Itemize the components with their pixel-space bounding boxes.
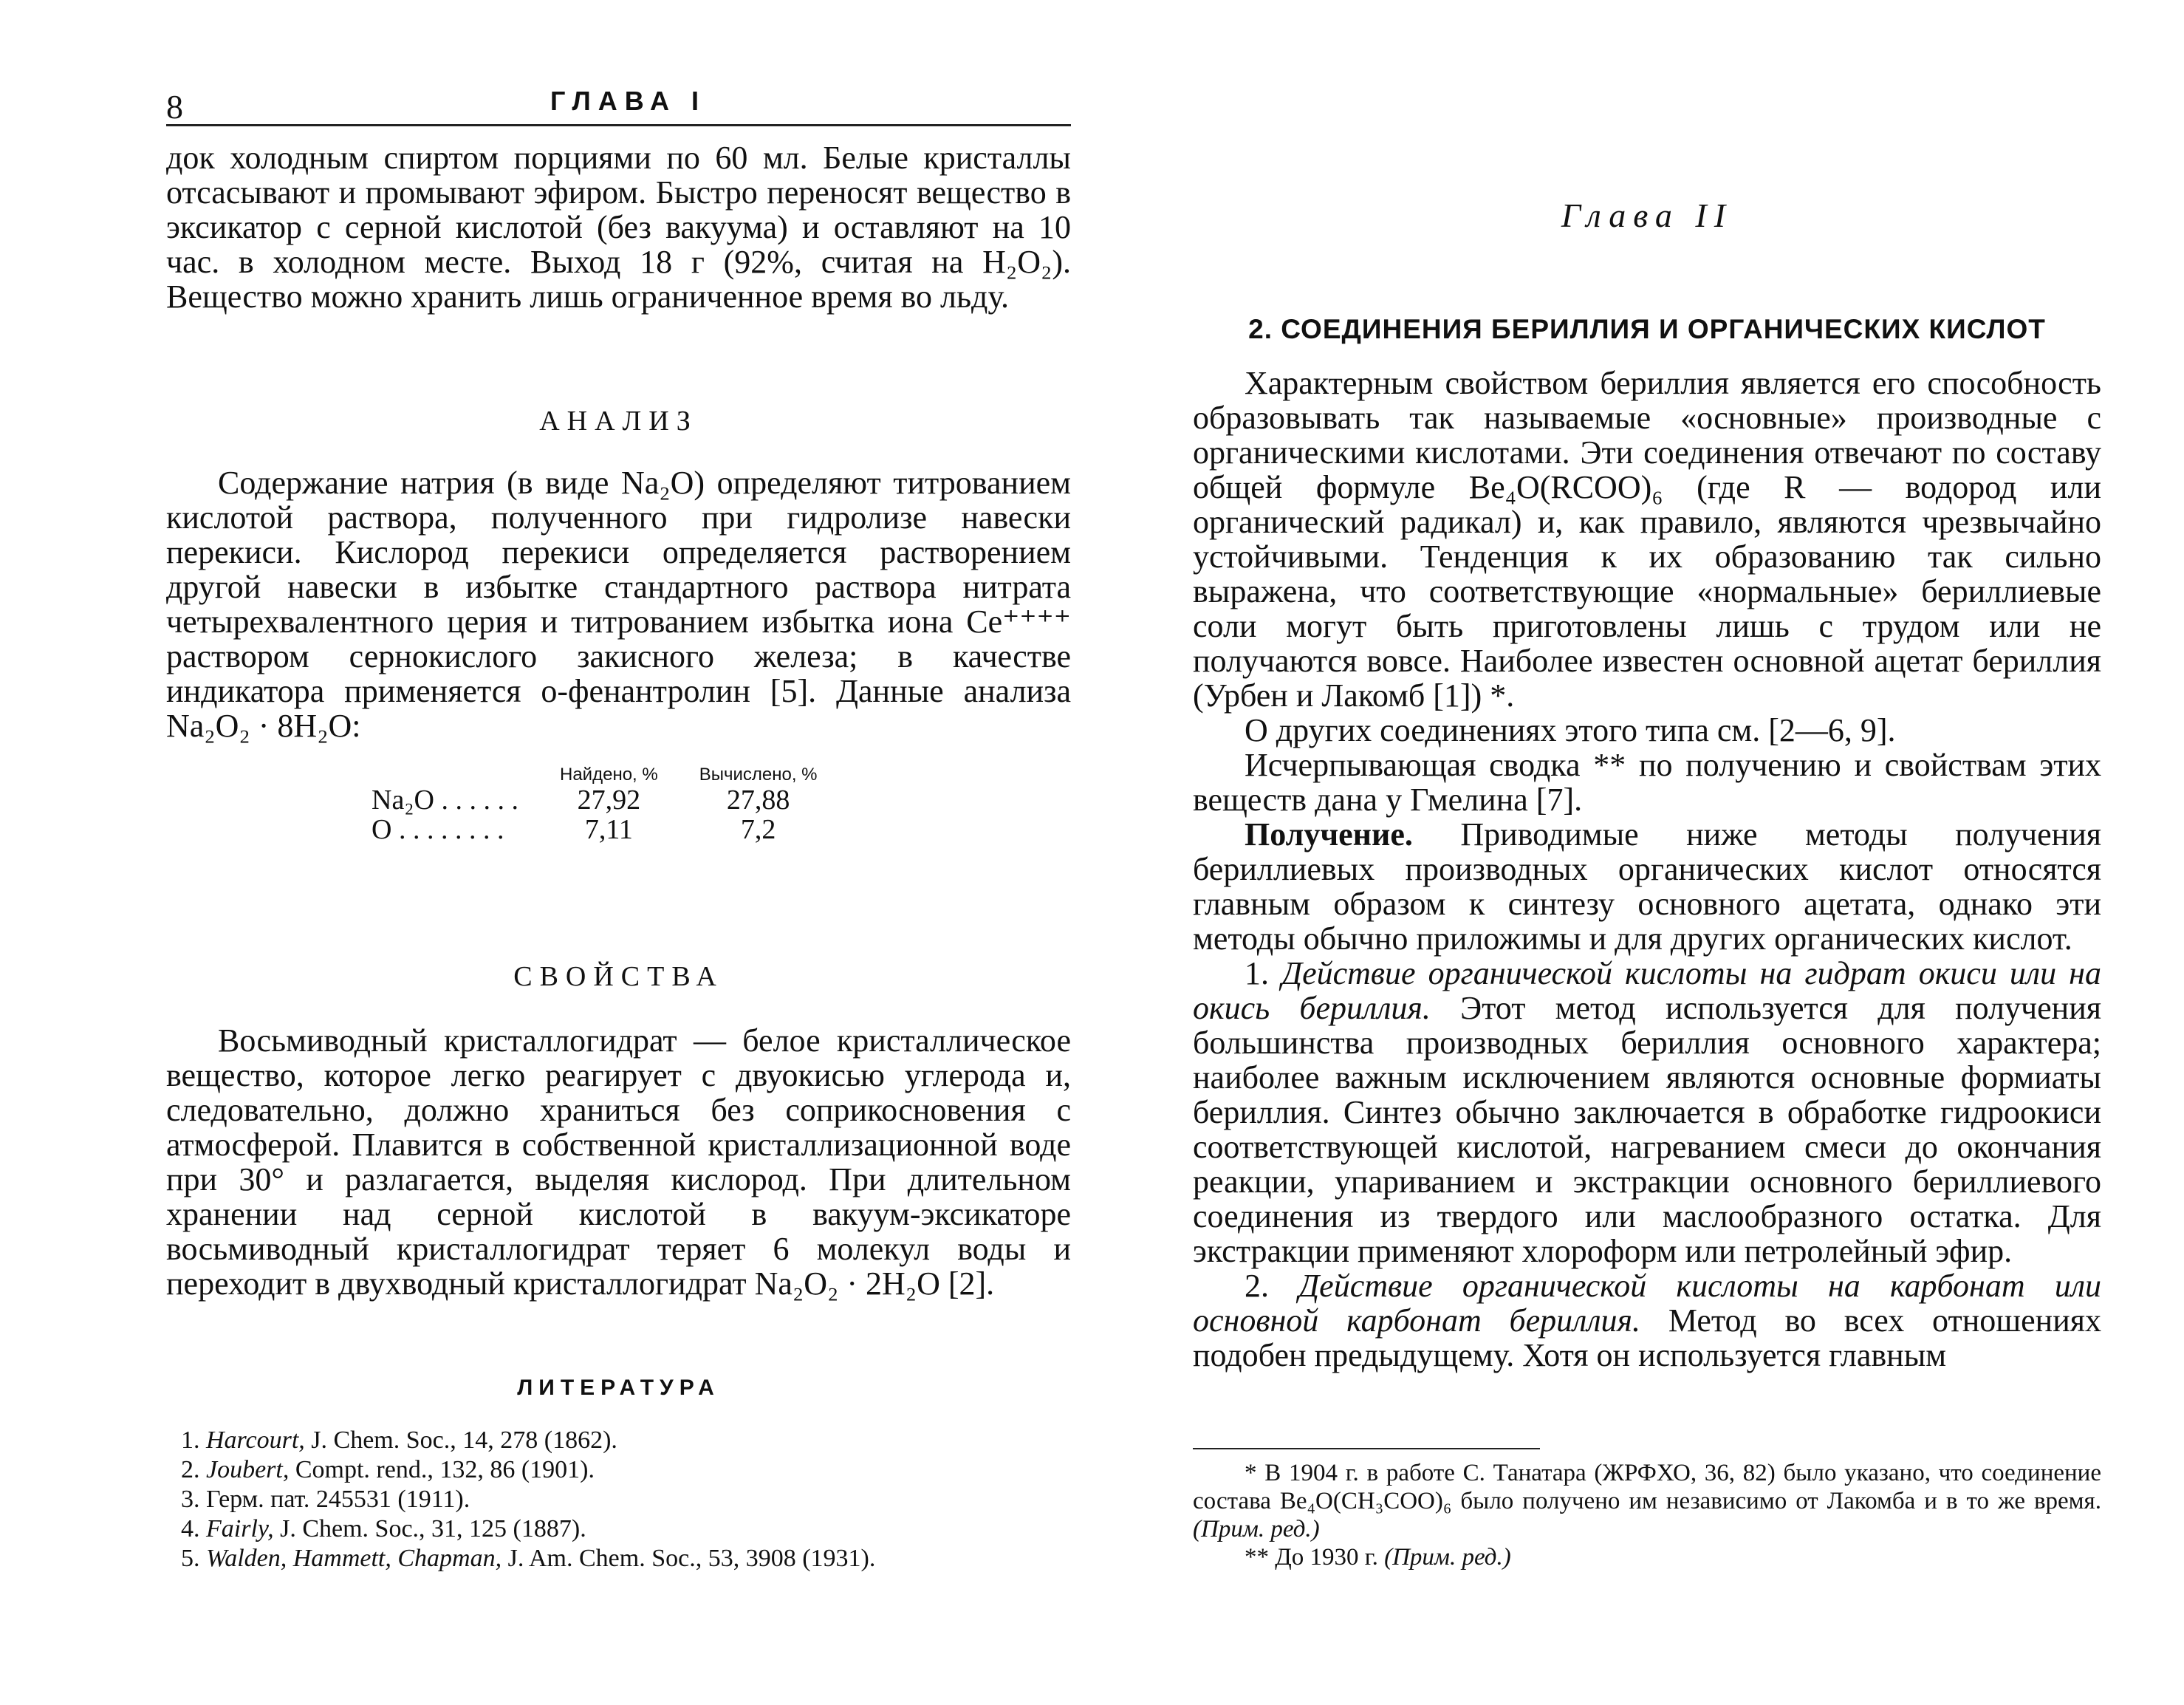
ref-num: 1.	[181, 1426, 200, 1454]
reference-list	[181, 1426, 1067, 1574]
footnotes-block	[1193, 1459, 2101, 1571]
chapter-title-block	[1193, 196, 2101, 235]
properties-heading-block	[166, 960, 1071, 993]
method-1-title: Действие органической кислоты на гидрат окиси или на окись бериллия.	[1193, 955, 2101, 1026]
method-2-title: Действие органической кислоты на карбонат или основной карбонат бериллия.	[1193, 1268, 2101, 1339]
literature-heading: ЛИТЕРАТУРА	[517, 1376, 720, 1400]
properties-paragraph: Восьмиводный кристаллогидрат — белое кристаллическое вещество, которое легко реагирует с двуокисью углерода и, следовательно, должно храниться без соприкосновения с атмосферой. Плавится в собственной кристаллизационной воде при 30° и разлагается, выделяя кислород. При длительном хранении над серной кислотой в вакуум-эксикаторе восьмиводный кристаллогидрат теряет 6 молекул воды и переходит в двухводный кристаллогидрат Na₂O₂ · 2H₂O [2].	[166, 1022, 1071, 1302]
references-block	[181, 1426, 1067, 1574]
footnote-rule	[1193, 1448, 1540, 1449]
table-header-calc: Вычислено, %	[699, 765, 818, 785]
footnote-2	[1193, 1543, 2101, 1571]
analysis-block	[166, 465, 1071, 743]
footnote-2-text: ** До 1930 г.	[1245, 1544, 1385, 1571]
paragraph-other-compounds: О других соединениях этого типа см. [2—6, 9].	[1245, 712, 1896, 748]
page-number: 8	[166, 88, 183, 126]
ref-authors: Harcourt,	[206, 1426, 305, 1454]
footnote-1	[1193, 1459, 2101, 1543]
table-row	[351, 815, 838, 844]
table-row	[351, 785, 838, 815]
paragraph-intro: Характерным свойством бериллия является его способность образовывать так называемые «основные» производные с органическими кислотами. Эти соединения отвечают по составу общей формуле Be₄O(RCOO)₆ (где R — водород или органический радикал) и, как правило, являются чрезвычайно устойчивыми. Тенденция к их образованию так сильно выражена, что соответствующие «нормальные» бериллиевые соли могут быть приготовлены лишь с трудом или не получаются вовсе. Наиболее известен основной ацетат бериллия (Урбен и Лакомб [1]) *.	[1193, 365, 2101, 714]
right-page	[1193, 0, 2101, 1705]
ref-authors: Walden, Hammett, Chapman,	[206, 1545, 502, 1572]
ref-source: Compt. rend., 132, 86 (1901).	[289, 1456, 595, 1483]
table-header-blank	[351, 765, 539, 785]
preparation-text: Приводимые ниже методы получения бериллиевых производных органических кислот относятся главным образом к синтезу основного ацетата, однако эти методы обычно приложимы и для других органических кислот.	[1193, 816, 2101, 957]
section-title: 2. СОЕДИНЕНИЯ БЕРИЛЛИЯ И ОРГАНИЧЕСКИХ КИСЛОТ	[1248, 314, 2046, 344]
row-found: 27,92	[577, 785, 641, 816]
paragraph-gmelin: Исчерпывающая сводка ** по получению и свойствам этих веществ дана у Гмелина [7].	[1193, 747, 2101, 818]
chapter-title: Глава II	[1561, 197, 1733, 234]
ref-authors: Joubert,	[206, 1456, 290, 1483]
analysis-paragraph: Содержание натрия (в виде Na₂O) определяют титрованием кислотой раствора, полученного при гидролизе навески перекиси. Кислород перекиси определяется растворением другой навески в избытке стандартного раствора нитрата четырехвалентного церия и титрованием избытка иона Ce⁺⁺⁺⁺ раствором сернокислого закисного железа; в качестве индикатора применяется о-фенантролин [5]. Данные анализа Na₂O₂ · 8H₂O:	[166, 465, 1071, 744]
list-item	[181, 1426, 1067, 1455]
row-label: Na₂O . . . . . .	[372, 785, 518, 816]
method-2-text: Метод во всех отношениях подобен предыдущему. Хотя он используется главным	[1193, 1302, 2101, 1373]
properties-heading: СВОЙСТВА	[513, 961, 724, 992]
analysis-table-block	[351, 765, 942, 844]
table-header-found: Найдено, %	[560, 765, 658, 785]
left-page	[166, 0, 1071, 1705]
method-2-number: 2.	[1245, 1268, 1299, 1304]
footnote-1-text: * В 1904 г. в работе С. Танатара (ЖРФХО, 36, 82) было указано, что соединение состава Be₄O(CH₃COO)₆ было получено им независимо от Лакомба и в то же время.	[1193, 1460, 2101, 1514]
ref-num: 5.	[181, 1545, 200, 1572]
method-1-number: 1.	[1245, 955, 1282, 991]
paragraph-preparation	[1193, 817, 2101, 956]
running-head: ГЛАВА I	[550, 86, 706, 116]
footnote-1-note: (Прим. ред.)	[1193, 1516, 1320, 1542]
section-title-block	[1193, 314, 2101, 345]
preparation-lead: Получение.	[1245, 816, 1413, 852]
list-item	[181, 1514, 1067, 1544]
ref-num: 3.	[181, 1486, 200, 1513]
method-1-text: Этот метод используется для получения большинства производных бериллия основного характера; наиболее важным исключением являются основные формиаты бериллия. Синтез обычно заключается в обработке гидроокиси соответствующей кислотой, нагреванием смеси до окончания реакции, упариванием и экстракции основного бериллиевого соединения из твердого или маслообразного остатка. Для экстракции применяют хлороформ или петролейный эфир.	[1193, 990, 2101, 1269]
row-label: O . . . . . . . .	[372, 814, 504, 845]
ref-source: J. Chem. Soc., 14, 278 (1862).	[304, 1426, 617, 1454]
paragraph-method-1	[1193, 956, 2101, 1268]
footnote-2-note: (Прим. ред.)	[1384, 1544, 1511, 1571]
list-item	[181, 1544, 1067, 1574]
analysis-heading-block	[166, 405, 1071, 437]
left-page-header	[166, 83, 1071, 126]
analysis-heading: АНАЛИЗ	[539, 406, 698, 437]
ref-num: 4.	[181, 1515, 200, 1542]
list-item	[181, 1455, 1067, 1485]
row-calc: 7,2	[740, 814, 776, 845]
intro-paragraph: док холодным спиртом порциями по 60 мл. Белые кристаллы отсасывают и промывают эфиром. Быстро переносят вещество в эксикатор с серной кислотой (без вакуума) и оставляют на 10 час. в холодном месте. Выход 18 г (92%, считая на H₂O₂). Вещество можно хранить лишь ограниченное время во льду.	[166, 140, 1071, 315]
ref-source: J. Chem. Soc., 31, 125 (1887).	[273, 1515, 586, 1542]
analysis-table	[351, 765, 838, 844]
ref-source: Герм. пат. 245531 (1911).	[206, 1486, 470, 1513]
body-block	[1193, 366, 2101, 1373]
list-item	[181, 1485, 1067, 1514]
ref-num: 2.	[181, 1456, 200, 1483]
paragraph-method-2	[1193, 1268, 2101, 1373]
properties-block	[166, 1023, 1071, 1301]
row-found: 7,11	[584, 814, 633, 845]
row-calc: 27,88	[726, 785, 790, 816]
ref-source: J. Am. Chem. Soc., 53, 3908 (1931).	[502, 1545, 876, 1572]
literature-heading-block	[166, 1376, 1071, 1401]
intro-block	[166, 140, 1071, 314]
ref-authors: Fairly,	[206, 1515, 274, 1542]
